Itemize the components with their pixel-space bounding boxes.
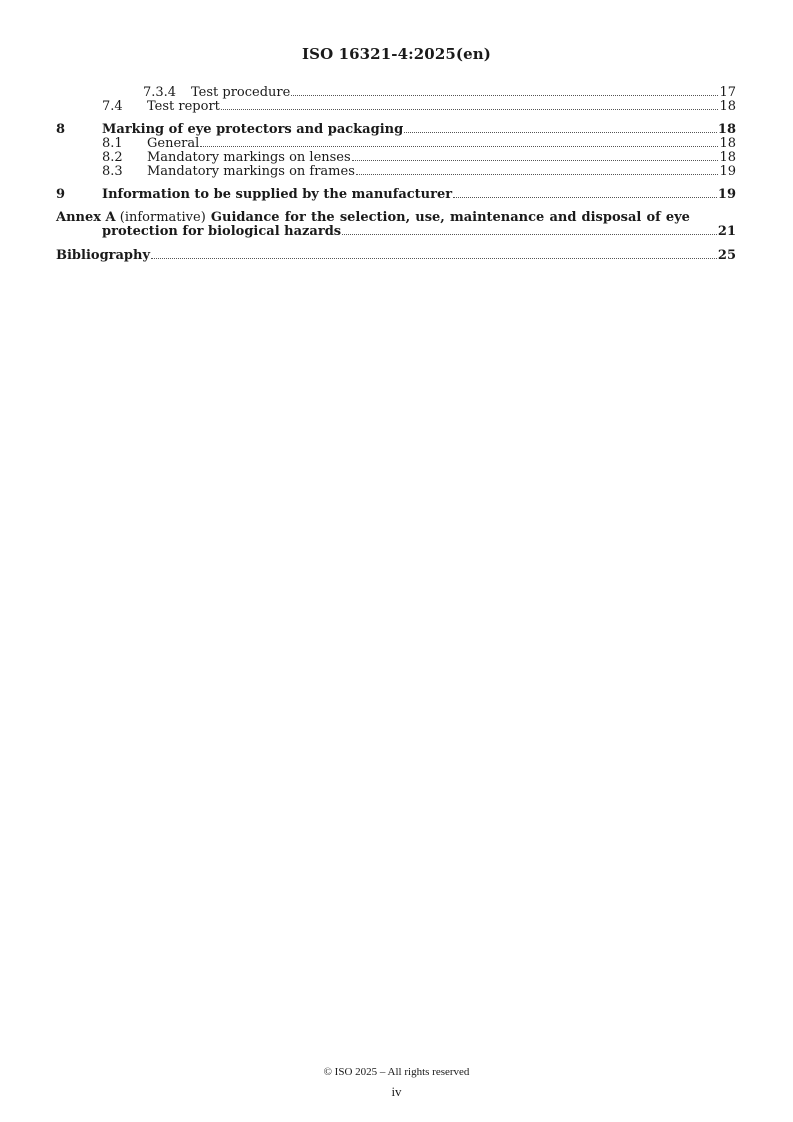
toc-entry-8-2[interactable] — [56, 151, 736, 165]
toc-entry-number: 7.4 — [102, 99, 123, 114]
toc-entry-number: 8 — [56, 122, 66, 137]
document-header: ISO 16321-4:2025(en) — [302, 45, 491, 63]
dot-leader — [221, 109, 719, 110]
dot-leader — [200, 146, 718, 147]
toc-entry-number: 9 — [56, 187, 66, 202]
table-of-contents — [56, 86, 736, 263]
toc-entry-9[interactable] — [56, 188, 736, 202]
toc-entry-title: Information to be supplied by the manufacturer — [102, 187, 453, 202]
dot-leader — [291, 95, 718, 96]
dot-leader — [151, 258, 717, 259]
toc-entry-number: 8.1 — [102, 136, 123, 151]
toc-entry-page: 19 — [719, 164, 736, 179]
toc-entry-number: 8.3 — [102, 164, 123, 179]
annex-title-word: Guidance — [210, 210, 280, 225]
toc-entry-8-3[interactable] — [56, 165, 736, 179]
annex-title-word: of — [646, 210, 661, 225]
toc-entry-bibliography[interactable] — [56, 249, 736, 263]
annex-title-word: for — [284, 210, 306, 225]
annex-title-word: maintenance — [449, 210, 545, 225]
annex-title-continuation: protection for biological hazards — [102, 224, 342, 239]
toc-entry-page: 17 — [719, 85, 736, 100]
toc-entry-title: Test report — [147, 99, 220, 114]
toc-entry-title: General — [147, 136, 200, 151]
toc-entry-8[interactable] — [56, 123, 736, 137]
toc-entry-title: Mandatory markings on frames — [147, 164, 355, 179]
toc-entry-page: 18 — [719, 136, 736, 151]
toc-entry-7-3-4[interactable] — [56, 86, 736, 100]
annex-informative: (informative) — [119, 210, 206, 225]
toc-entry-page: 18 — [719, 99, 736, 114]
annex-title-word: selection, — [339, 210, 411, 225]
toc-entry-page: 21 — [717, 224, 736, 239]
toc-entry-title: Test procedure — [191, 85, 291, 100]
annex-title-line-2 — [56, 225, 736, 239]
dot-leader — [342, 234, 717, 235]
annex-heading — [56, 211, 206, 225]
toc-entry-title: Marking of eye protectors and packaging — [102, 122, 404, 137]
toc-entry-page: 18 — [719, 150, 736, 165]
annex-title-word: disposal — [581, 210, 642, 225]
annex-title-word: and — [549, 210, 577, 225]
toc-entry-title: Mandatory markings on lenses — [147, 150, 351, 165]
annex-title-word: use, — [415, 210, 445, 225]
toc-entry-annex-a[interactable] — [56, 211, 736, 239]
toc-entry-7-4[interactable] — [56, 100, 736, 114]
annex-title-line-1 — [56, 211, 690, 225]
dot-leader — [404, 132, 717, 133]
toc-entry-number: 7.3.4 — [143, 85, 177, 100]
toc-entry-number: 8.2 — [102, 150, 123, 165]
dot-leader — [453, 197, 717, 198]
annex-label: Annex A — [56, 210, 116, 225]
annex-title-word: the — [310, 210, 335, 225]
footer-page-number: iv — [391, 1084, 402, 1099]
annex-title-word: eye — [665, 210, 690, 225]
toc-entry-page: 19 — [717, 187, 736, 202]
toc-entry-8-1[interactable] — [56, 137, 736, 151]
footer-copyright: © ISO 2025 – All rights reserved — [323, 1066, 470, 1078]
toc-entry-page: 18 — [717, 122, 736, 137]
toc-entry-title: Bibliography — [56, 248, 151, 263]
dot-leader — [352, 160, 719, 161]
toc-entry-page: 25 — [717, 248, 736, 263]
dot-leader — [356, 174, 719, 175]
